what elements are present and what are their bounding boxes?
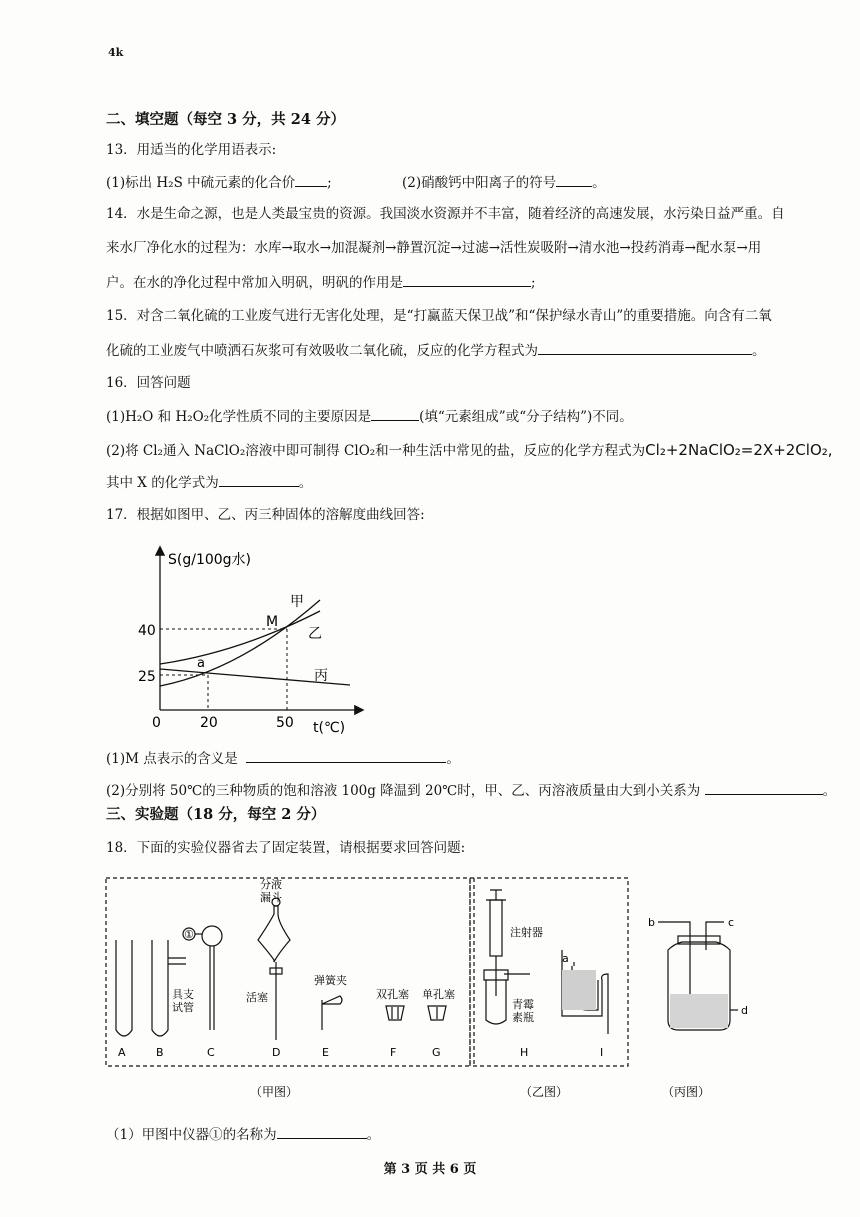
page-footer: 第 3 页 共 6 页 (383, 1162, 477, 1177)
q15-blank[interactable] (538, 340, 752, 355)
caption-bing: （丙图） (662, 1085, 711, 1099)
q13-p1-end: ; (327, 175, 332, 191)
q13-stem: 13．用适当的化学用语表示: (106, 142, 277, 158)
page-mark: 4k (108, 46, 124, 59)
label-H: H (520, 1046, 529, 1059)
q13-p2-end: 。 (592, 175, 606, 191)
caption-jia: （甲图） (250, 1085, 299, 1099)
q14-l3-end: ; (531, 275, 536, 291)
jia-box (106, 878, 470, 1066)
side-arm-tube-B (152, 940, 168, 1036)
q17-p1-blank[interactable] (246, 748, 446, 763)
label-F: F (390, 1046, 397, 1059)
circle-1-text: ① (184, 928, 194, 941)
label-d: d (741, 1004, 748, 1017)
q13-p2-blank[interactable] (556, 172, 592, 187)
funnel-C-bulb (202, 926, 222, 946)
q13-part1 (106, 172, 332, 193)
q14-l3-text: 户。在水的净化过程中常加入明矾，明矾的作用是 (106, 275, 403, 291)
q17-part1 (106, 748, 460, 769)
q18-p1-blank[interactable] (277, 1124, 367, 1139)
label-a: a (562, 952, 569, 965)
q17-p2-blank[interactable] (705, 780, 823, 795)
q16-p1-text: (1)H₂O 和 H₂O₂化学性质不同的主要原因是 (106, 409, 372, 425)
q13-p2-text: (2)硝酸钙中阳离子的符号 (402, 175, 557, 191)
q16-p2-text: (2)将 Cl₂通入 NaClO₂溶液中即可制得 ClO₂和一种生活中常见的盐，反应的化学方程式为 (106, 443, 646, 459)
label-jia: 甲 (290, 594, 304, 610)
section2-heading: 二、填空题（每空 3 分，共 24 分） (106, 111, 345, 128)
q13-p1-blank[interactable] (295, 172, 327, 187)
q16-p3-blank[interactable] (219, 472, 299, 487)
q15-line1: 15．对含二氧化硫的工业废气进行无害化处理，是“打赢蓝天保卫战”和“保护绿水青山”的重要措施。向含有二氧 (106, 308, 772, 324)
q16-equation: Cl₂+2NaClO₂=2X+2ClO₂, (645, 441, 833, 459)
q18-p1-text: （1）甲图中仪器①的名称为 (106, 1127, 277, 1143)
label-D: D (272, 1046, 281, 1059)
caption-yi: （乙图） (520, 1085, 569, 1099)
q13-part2 (402, 172, 606, 193)
y-axis-label: S(g/100g水) (168, 552, 252, 568)
label-bing: 丙 (314, 668, 328, 684)
q18-stem: 18．下面的实验仪器省去了固定装置，请根据要求回答问题: (106, 840, 466, 856)
label-G: G (432, 1046, 441, 1059)
label-C: C (207, 1046, 215, 1059)
label-I: I (600, 1046, 604, 1059)
label-B: B (156, 1046, 164, 1059)
q16-p3-text: 其中 X 的化学式为 (106, 475, 219, 491)
point-a-label: a (197, 656, 205, 671)
q17-part2 (106, 780, 836, 801)
q16-p3-end: 。 (298, 475, 313, 491)
label-A: A (118, 1046, 126, 1059)
q14-line1: 14．水是生命之源，也是人类最宝贵的资源。我国淡水资源并不丰富，随着经济的高速发展，水污染日益严重。自 (106, 206, 785, 222)
q17-p1-text: (1)M 点表示的含义是 (106, 751, 238, 767)
q17-stem: 17．根据如图甲、乙、丙三种固体的溶解度曲线回答: (106, 507, 425, 523)
q16-p1-end: (填“元素组成”或“分子结构”)不同。 (419, 409, 633, 425)
label-b: b (648, 916, 655, 929)
label-zhusheqi: 注射器 (510, 926, 543, 939)
label-juzhi-1: 具支 (172, 988, 194, 1001)
q18-part1 (106, 1124, 380, 1145)
label-c: c (728, 916, 735, 929)
q18-p1-end: 。 (366, 1127, 381, 1143)
label-dankongsai: 单孔塞 (422, 988, 455, 1001)
curve-jia (160, 600, 320, 686)
q15-l2-text: 化硫的工业废气中喷洒石灰浆可有效吸收二氧化硫，反应的化学方程式为 (106, 343, 538, 359)
q16-part3 (106, 472, 312, 493)
separatory-funnel-D (258, 906, 290, 962)
label-huosai: 活塞 (246, 991, 268, 1004)
spring-clip-E (322, 996, 342, 1030)
q17-p2-text: (2)分别将 50℃的三种物质的饱和溶液 100g 降温到 20℃时，甲、乙、丙溶液质量由大到小关系为 (106, 783, 701, 799)
label-tanhuangjia: 弹簧夹 (314, 974, 347, 987)
q16-p1-blank[interactable] (371, 406, 419, 421)
q15-l2-end: 。 (752, 343, 766, 359)
label-fenye-2: 漏斗 (260, 891, 282, 904)
double-hole-stopper-F (386, 1006, 404, 1020)
q17-p2-end: 。 (822, 783, 837, 799)
x-axis-label: t(℃) (313, 720, 346, 736)
xtick-20: 20 (200, 715, 218, 731)
section3-heading: 三、实验题（18 分，每空 2 分） (106, 806, 326, 823)
ytick-40: 40 (138, 623, 156, 639)
syringe-H (490, 900, 502, 956)
point-M-label: M (266, 614, 279, 630)
label-juzhi-2: 试管 (172, 1001, 194, 1014)
q17-p1-end: 。 (446, 751, 460, 767)
q16-part2 (106, 440, 833, 461)
label-shuangkongsai: 双孔塞 (376, 988, 409, 1001)
q13-p1-text: (1)标出 H₂S 中硫元素的化合价 (106, 175, 296, 191)
xtick-0: 0 (152, 715, 161, 731)
q15-line2 (106, 340, 766, 361)
solubility-graph (130, 540, 370, 740)
label-qingmei-2: 素瓶 (512, 1011, 534, 1024)
label-yi: 乙 (308, 626, 322, 642)
label-qingmei-1: 青霉 (512, 998, 534, 1011)
q14-line3 (106, 272, 536, 293)
label-E: E (322, 1046, 329, 1059)
ytick-25: 25 (138, 669, 156, 685)
test-tube-A (116, 940, 132, 1036)
yi-box (470, 878, 628, 1066)
xtick-50: 50 (276, 715, 294, 731)
q14-blank[interactable] (403, 272, 531, 287)
q16-part1 (106, 406, 633, 427)
q14-line2: 来水厂净化水的过程为：水库→取水→加混凝剂→静置沉淀→过滤→活性炭吸附→清水池→投药消毒→配水泵→用 (106, 240, 762, 256)
q16-stem: 16．回答问题 (106, 375, 191, 391)
label-fenye-1: 分液 (260, 878, 282, 891)
apparatus-figure (100, 870, 760, 1110)
